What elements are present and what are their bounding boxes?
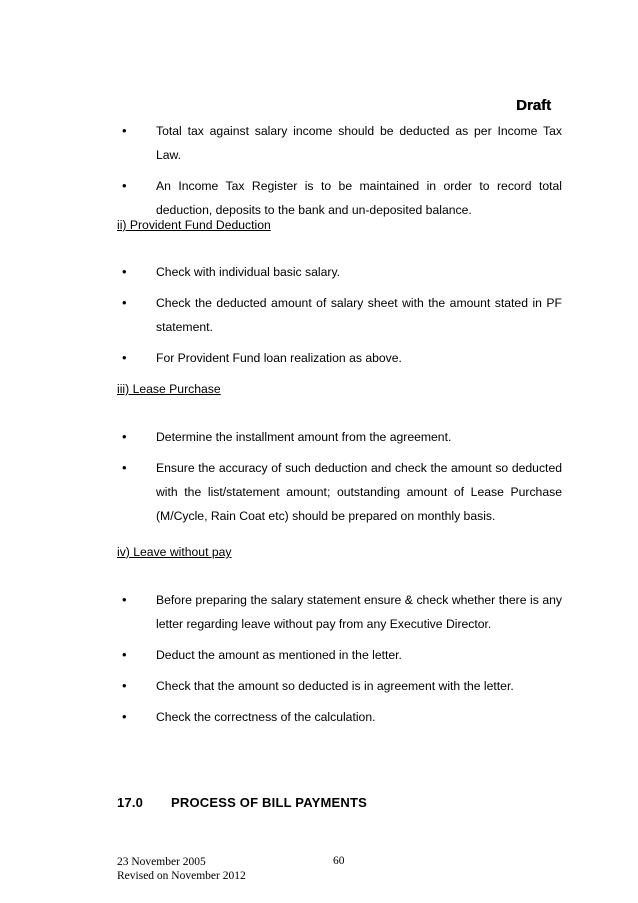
page-footer bbox=[117, 855, 246, 883]
bullet-icon: • bbox=[122, 123, 127, 138]
list-item: • Check the deducted amount of salary sheet with the amount stated in PF statement. bbox=[122, 291, 562, 339]
bullet-icon: • bbox=[122, 350, 127, 365]
bullet-icon: • bbox=[122, 709, 127, 724]
list-item: • Total tax against salary income should be deducted as per Income Tax Law. bbox=[122, 119, 562, 167]
list-item: • Ensure the accuracy of such deduction and check the amount so deducted with the list/statement amount; outstanding amount of Lease Purchase (M/Cycle, Rain Coat etc) should be prepared on monthly basis. bbox=[122, 456, 562, 528]
bullet-icon: • bbox=[122, 295, 127, 310]
footer-revised: Revised on November 2012 bbox=[117, 870, 246, 882]
section-title-text: PROCESS OF BILL PAYMENTS bbox=[171, 795, 367, 810]
bullet-icon: • bbox=[122, 429, 127, 444]
page-number: 60 bbox=[333, 855, 345, 867]
section-heading: ii) Provident Fund Deduction bbox=[117, 218, 271, 232]
bullet-icon: • bbox=[122, 264, 127, 279]
list-item: • Check the correctness of the calculation. bbox=[122, 705, 562, 729]
list-item: • Before preparing the salary statement ensure & check whether there is any letter regarding leave without pay from any Executive Director. bbox=[122, 588, 562, 636]
draft-label: Draft bbox=[516, 97, 552, 114]
list-item: • An Income Tax Register is to be maintained in order to record total deduction, deposits to the bank and un-deposited balance. bbox=[122, 174, 562, 222]
section-bullet-list bbox=[122, 588, 562, 736]
bullet-icon: • bbox=[122, 178, 127, 193]
section-heading: iv) Leave without pay bbox=[117, 545, 232, 559]
bullet-icon: • bbox=[122, 647, 127, 662]
intro-bullet-list bbox=[122, 119, 562, 229]
section-number: 17.0 bbox=[117, 795, 144, 810]
bullet-icon: • bbox=[122, 460, 127, 475]
list-item: • Determine the installment amount from the agreement. bbox=[122, 425, 562, 449]
list-item: • Check that the amount so deducted is in agreement with the letter. bbox=[122, 674, 562, 698]
list-item: • For Provident Fund loan realization as above. bbox=[122, 346, 562, 370]
section-bullet-list bbox=[122, 260, 562, 377]
footer-date: 23 November 2005 bbox=[117, 856, 206, 868]
section-title bbox=[117, 795, 367, 810]
list-item: • Deduct the amount as mentioned in the letter. bbox=[122, 643, 562, 667]
section-bullet-list bbox=[122, 425, 562, 535]
section-heading: iii) Lease Purchase bbox=[117, 382, 221, 396]
list-item: • Check with individual basic salary. bbox=[122, 260, 562, 284]
bullet-icon: • bbox=[122, 678, 127, 693]
bullet-icon: • bbox=[122, 592, 127, 607]
